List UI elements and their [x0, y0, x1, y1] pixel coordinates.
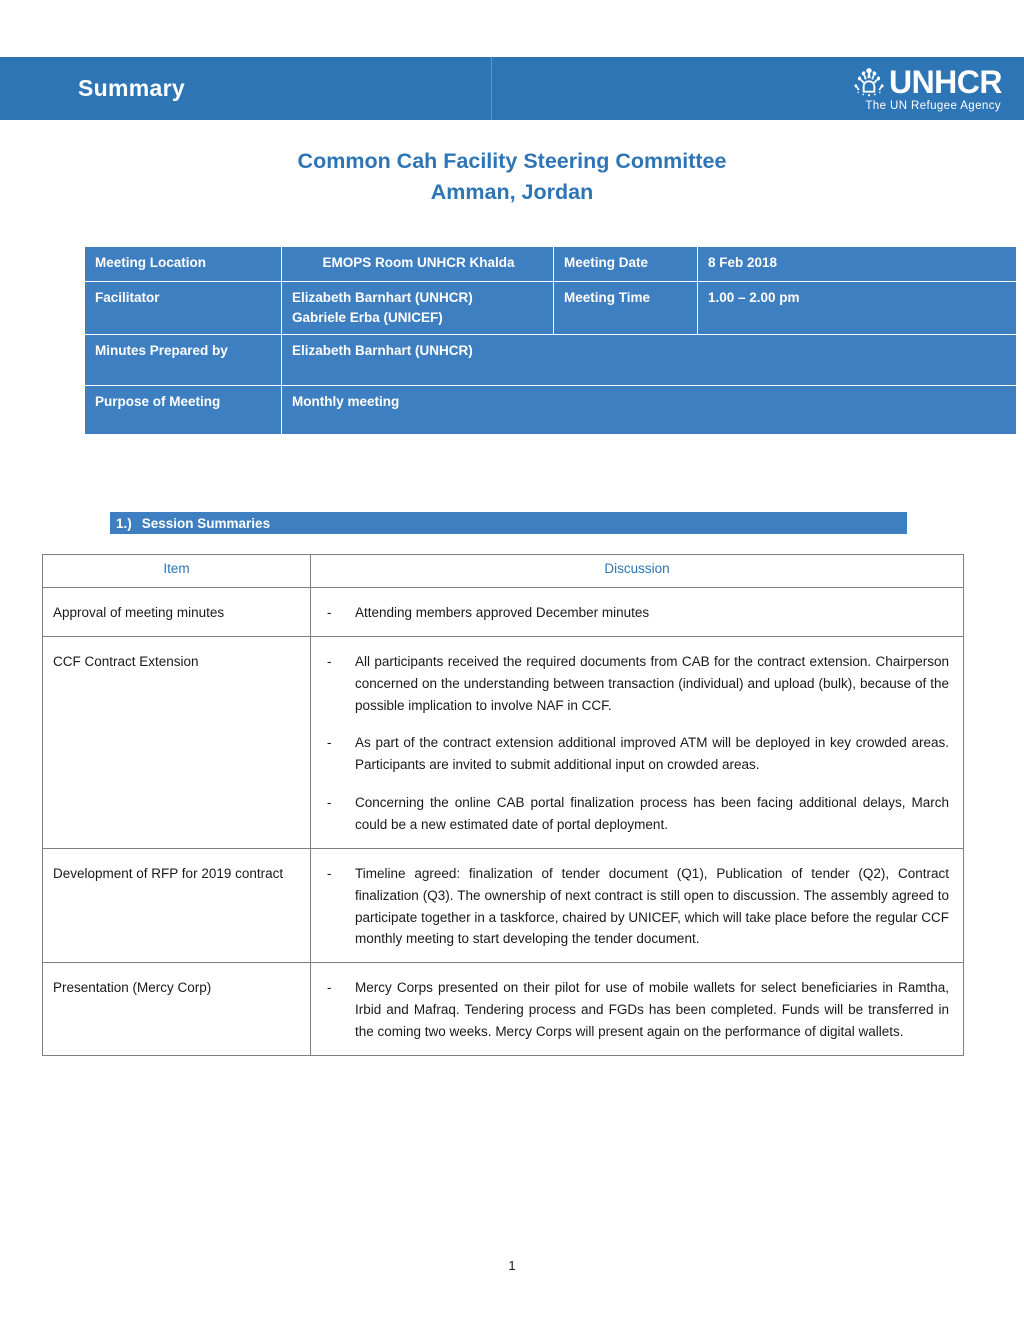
unhcr-emblem-icon	[852, 65, 886, 99]
meeting-location-label: Meeting Location	[85, 247, 282, 282]
column-header-item: Item	[43, 555, 311, 588]
row-item-label: Presentation (Mercy Corp)	[43, 963, 311, 1056]
row-item-label: CCF Contract Extension	[43, 636, 311, 848]
table-row	[85, 247, 1017, 282]
list-item	[321, 863, 949, 950]
facilitator-name-2: Gabriele Erba (UNICEF)	[292, 309, 443, 325]
meeting-info-table	[84, 246, 1017, 435]
bullet-list	[321, 602, 949, 624]
bullet-dash-icon: -	[327, 980, 332, 996]
bullet-dash-icon: -	[327, 865, 332, 881]
bullet-list	[321, 977, 949, 1043]
bullet-text: As part of the contract extension additional improved ATM will be deployed in key crowded areas. Participants are invited to submit additional input on crowded areas.	[355, 735, 949, 773]
bullet-list	[321, 863, 949, 950]
unhcr-logo-top	[852, 65, 1002, 99]
table-row	[85, 335, 1017, 386]
page-title: Summary	[78, 75, 185, 101]
facilitator-label: Facilitator	[85, 282, 282, 335]
document-title-line-2: Amman, Jordan	[430, 179, 594, 204]
list-item	[321, 977, 949, 1043]
table-row	[85, 386, 1017, 435]
row-discussion-cell	[311, 588, 964, 637]
bullet-text: Attending members approved December minutes	[355, 605, 650, 620]
table-row	[43, 963, 964, 1056]
section-title: Session Summaries	[141, 515, 271, 531]
unhcr-tagline: The UN Refugee Agency	[865, 100, 1001, 112]
footer-page-number: 1	[508, 1258, 516, 1273]
row-discussion-cell	[311, 636, 964, 848]
section-number: 1.)	[116, 515, 132, 531]
minutes-prepared-by-value: Elizabeth Barnhart (UNHCR)	[282, 335, 1017, 386]
document-title	[0, 146, 1024, 207]
header-banner	[0, 57, 1024, 120]
meeting-time-label: Meeting Time	[554, 282, 698, 335]
list-item	[321, 602, 949, 624]
meeting-date-value: 8 Feb 2018	[698, 247, 1017, 282]
table-header-row	[43, 555, 964, 588]
meeting-date-label: Meeting Date	[554, 247, 698, 282]
facilitator-name-1: Elizabeth Barnhart (UNHCR)	[292, 290, 473, 305]
purpose-of-meeting-label: Purpose of Meeting	[85, 386, 282, 435]
facilitator-value	[282, 282, 554, 335]
session-summaries-table	[42, 554, 964, 1056]
table-row	[43, 848, 964, 962]
header-right-section	[492, 57, 1024, 120]
list-item	[321, 732, 949, 776]
meeting-time-value: 1.00 – 2.00 pm	[698, 282, 1017, 335]
unhcr-wordmark: UNHCR	[888, 64, 1002, 100]
bullet-text: Mercy Corps presented on their pilot for use of mobile wallets for select beneficiaries in Ramtha, Irbid and Mafraq. Tendering process and FGDs has been completed. Funds will be transferred in the coming two weeks. Mercy Corps will present again on the performance of digital wallets.	[355, 980, 949, 1040]
column-header-discussion: Discussion	[311, 555, 964, 588]
row-item-label: Approval of meeting minutes	[43, 588, 311, 637]
unhcr-logo	[852, 65, 1002, 112]
row-item-label: Development of RFP for 2019 contract	[43, 848, 311, 962]
bullet-text: Timeline agreed: finalization of tender document (Q1), Publication of tender (Q2), Contract finalization (Q3). The ownership of next contract is still open to discussion. The assembly agreed to participate together in a taskforce, chaired by UNICEF, which will take place before the regular CCF monthly meeting to start developing the tender document.	[355, 865, 949, 947]
document-title-line-1: Common Cah Facility Steering Committee	[297, 149, 727, 173]
section-heading-session-summaries	[110, 512, 907, 534]
table-row	[43, 636, 964, 848]
row-discussion-cell	[311, 848, 964, 962]
table-row	[85, 282, 1017, 335]
bullet-dash-icon: -	[327, 795, 332, 811]
bullet-text: Concerning the online CAB portal finalization process has been facing additional delays, March could be a new estimated date of portal deployment.	[355, 795, 949, 833]
list-item	[321, 651, 949, 717]
row-discussion-cell	[311, 963, 964, 1056]
list-item	[321, 792, 949, 836]
bullet-dash-icon: -	[327, 605, 332, 620]
table-row	[43, 588, 964, 637]
minutes-prepared-by-label: Minutes Prepared by	[85, 335, 282, 386]
purpose-of-meeting-value: Monthly meeting	[282, 386, 1017, 435]
bullet-dash-icon: -	[327, 653, 332, 669]
bullet-dash-icon: -	[327, 735, 332, 751]
bullet-text: All participants received the required documents from CAB for the contract extension. Chairperson concerned on the understanding between transaction (individual) and upload (bulk), because of the possible implication to involve NAF in CCF.	[355, 653, 949, 713]
bullet-list	[321, 651, 949, 836]
meeting-location-value: EMOPS Room UNHCR Khalda	[282, 247, 554, 282]
header-left-section	[0, 57, 492, 120]
